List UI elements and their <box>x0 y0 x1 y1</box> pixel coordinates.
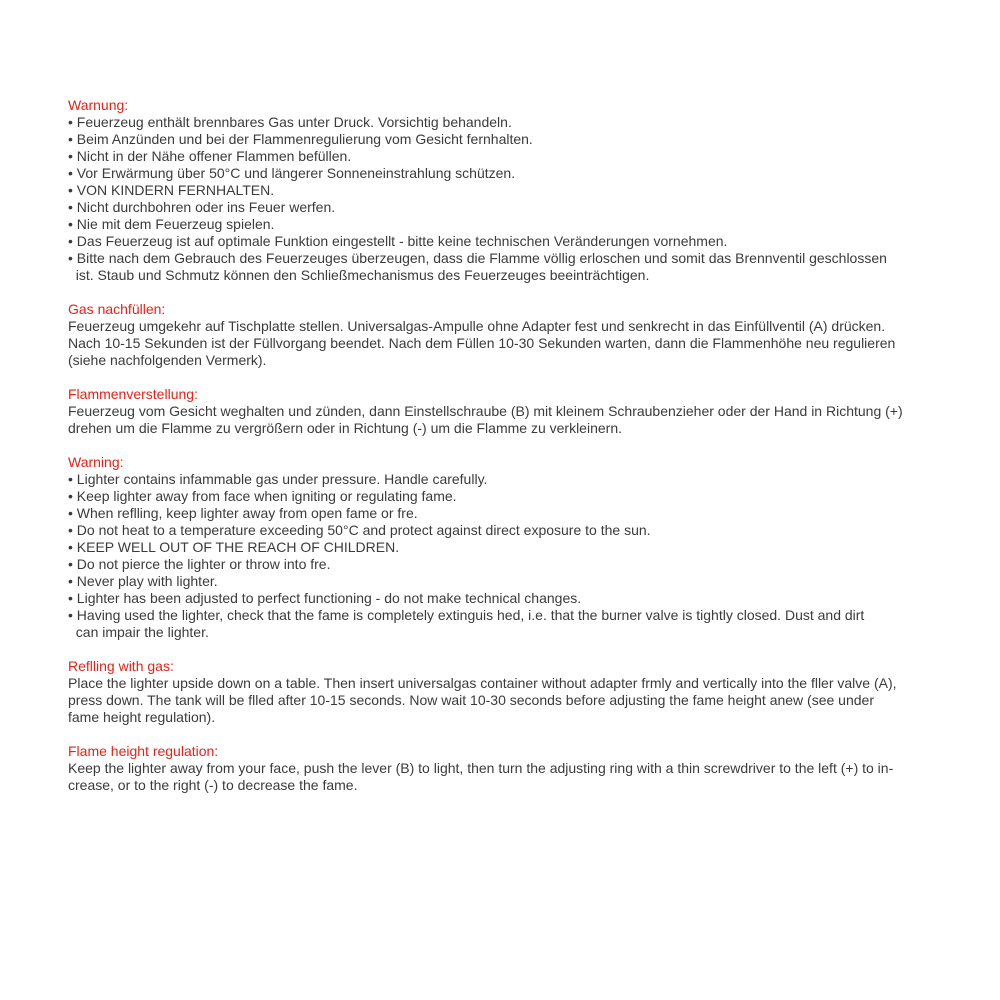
text-line: Feuerzeug umgekehr auf Tischplatte stellen. Universalgas-Ampulle ohne Adapter fest und senkrecht in das Einfüllventil (A) drücken. <box>68 318 886 334</box>
instruction-sheet <box>68 97 948 811</box>
section <box>68 743 948 794</box>
text-line: • Nicht in der Nähe offener Flammen befüllen. <box>68 148 352 164</box>
section-heading: Warnung: <box>68 97 129 113</box>
text-line: • When reflling, keep lighter away from open fame or fre. <box>68 505 418 521</box>
text-line: Feuerzeug vom Gesicht weghalten und zünden, dann Einstellschraube (B) mit kleinem Schraubenzieher oder der Hand in Richtung (+) <box>68 403 903 419</box>
section-heading: Flame height regulation: <box>68 743 219 759</box>
text-line: • Feuerzeug enthält brennbares Gas unter Druck. Vorsichtig behandeln. <box>68 114 512 130</box>
text-line: • VON KINDERN FERNHALTEN. <box>68 182 275 198</box>
section <box>68 454 948 641</box>
section-heading: Gas nachfüllen: <box>68 301 166 317</box>
section-heading: Flammenverstellung: <box>68 386 198 402</box>
text-line: • Lighter contains infammable gas under pressure. Handle carefully. <box>68 471 488 487</box>
text-line: Place the lighter upside down on a table. Then insert universalgas container without adapter frmly and vertically into the fller valve (A), <box>68 675 897 691</box>
text-line: • Nie mit dem Feuerzeug spielen. <box>68 216 275 232</box>
text-line: • Nicht durchbohren oder ins Feuer werfen. <box>68 199 336 215</box>
section <box>68 658 948 726</box>
text-line: Nach 10-15 Sekunden ist der Füllvorgang beendet. Nach dem Füllen 10-30 Sekunden warten, dann die Flammenhöhe neu regulieren <box>68 335 896 351</box>
section <box>68 386 948 437</box>
text-line: • Keep lighter away from face when igniting or regulating fame. <box>68 488 457 504</box>
text-line: can impair the lighter. <box>68 624 209 640</box>
text-line: ist. Staub und Schmutz können den Schließmechanismus des Feuerzeuges beeinträchtigen. <box>68 267 650 283</box>
text-line: • Bitte nach dem Gebrauch des Feuerzeuges überzeugen, dass die Flamme völlig erloschen und somit das Brennventil geschlossen <box>68 250 887 266</box>
text-line: • Do not pierce the lighter or throw into fre. <box>68 556 331 572</box>
text-line: press down. The tank will be flled after 10-15 seconds. Now wait 10-30 seconds before adjusting the fame height anew (see under <box>68 692 874 708</box>
text-line: • Having used the lighter, check that the fame is completely extinguis hed, i.e. that the burner valve is tightly closed. Dust and dirt <box>68 607 865 623</box>
text-line: crease, or to the right (-) to decrease the fame. <box>68 777 358 793</box>
section <box>68 301 948 369</box>
text-line: • Never play with lighter. <box>68 573 218 589</box>
section <box>68 97 948 284</box>
text-line: • Beim Anzünden und bei der Flammenregulierung vom Gesicht fernhalten. <box>68 131 533 147</box>
text-line: fame height regulation). <box>68 709 216 725</box>
text-line: • Do not heat to a temperature exceeding 50°C and protect against direct exposure to the sun. <box>68 522 651 538</box>
section-heading: Reflling with gas: <box>68 658 174 674</box>
text-line: drehen um die Flamme zu vergrößern oder in Richtung (-) um die Flamme zu verkleinern. <box>68 420 622 436</box>
text-line: • Das Feuerzeug ist auf optimale Funktion eingestellt - bitte keine technischen Veränderungen vornehmen. <box>68 233 728 249</box>
text-line: • Vor Erwärmung über 50°C und längerer Sonneneinstrahlung schützen. <box>68 165 516 181</box>
section-heading: Warning: <box>68 454 124 470</box>
text-line: • Lighter has been adjusted to perfect functioning - do not make technical changes. <box>68 590 582 606</box>
text-line: Keep the lighter away from your face, push the lever (B) to light, then turn the adjusting ring with a thin screwdriver to the left (+) to in- <box>68 760 894 776</box>
text-line: (siehe nachfolgenden Vermerk). <box>68 352 267 368</box>
text-line: • KEEP WELL OUT OF THE REACH OF CHILDREN. <box>68 539 400 555</box>
